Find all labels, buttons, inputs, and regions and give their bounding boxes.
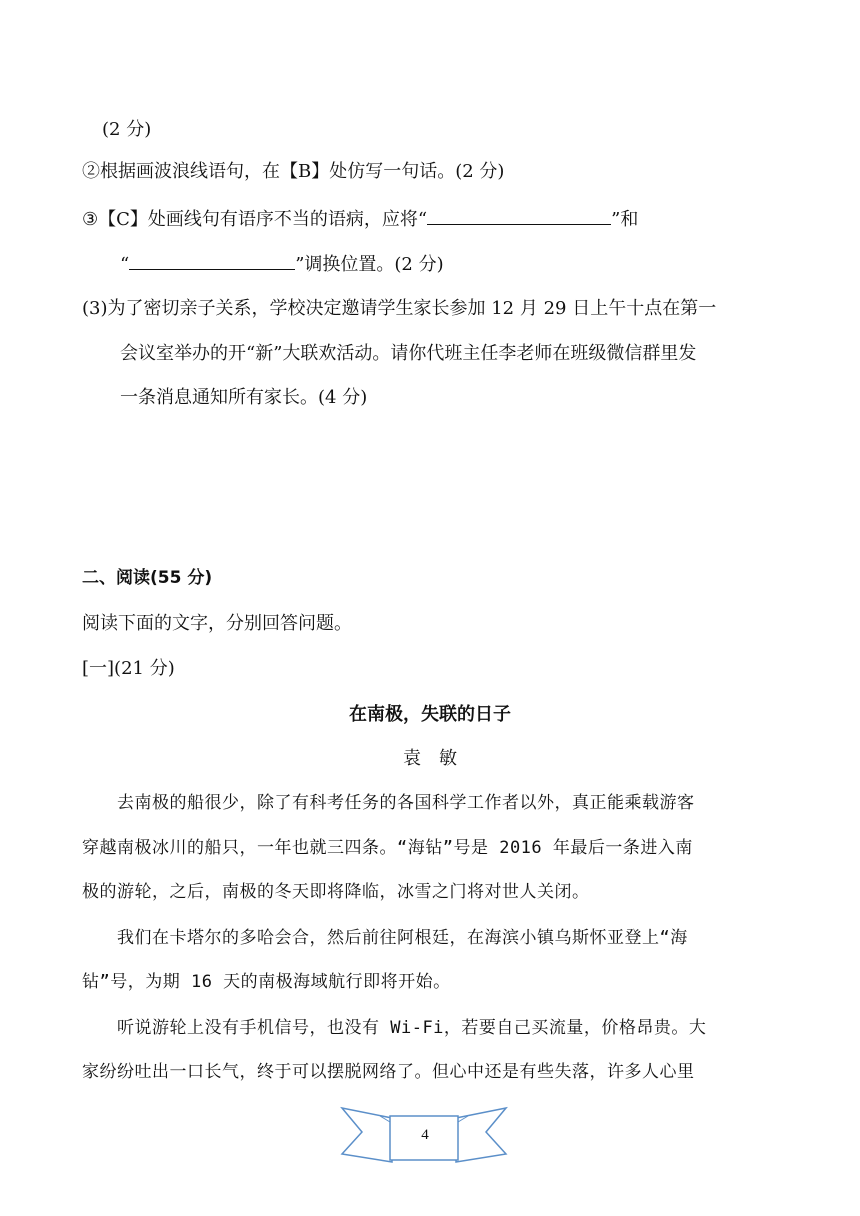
section-2-instruction: 阅读下面的文字，分别回答问题。 [82, 613, 352, 634]
q2-item-3-text-a: ③【C】处画线句有语序不当的语病，应将“ [82, 209, 428, 230]
article-line: 听说游轮上没有手机信号，也没有 Wi-Fi，若要自己买流量，价格昂贵。大 [82, 1018, 707, 1038]
q2-score-continuation: (2 分) [102, 119, 152, 140]
q2-item-3-text-d: ”调换位置。(2 分) [295, 254, 444, 275]
answer-blank-2[interactable] [129, 251, 295, 270]
q3-line-2: 会议室举办的开“新”大联欢活动。请你代班主任李老师在班级微信群里发 [120, 343, 697, 364]
article-author: 袁 敏 [403, 748, 457, 769]
section-2-part-label: [一](21 分) [82, 658, 175, 679]
article-line: 穿越南极冰川的船只，一年也就三四条。“海钻”号是 2016 年最后一条进入南 [82, 838, 693, 858]
q2-item-3-text-c: “ [120, 254, 130, 275]
q2-item-3-line1 [82, 206, 638, 232]
q3-line-1: (3)为了密切亲子关系，学校决定邀请学生家长参加 12 月 29 日上午十点在第一 [82, 298, 717, 319]
page-number: 4 [421, 1127, 429, 1143]
section-2-heading: 二、阅读(55 分) [82, 568, 213, 588]
answer-blank-1[interactable] [427, 206, 611, 225]
article-line: 我们在卡塔尔的多哈会合，然后前往阿根廷，在海滨小镇乌斯怀亚登上“海 [82, 928, 688, 948]
q2-item-3-line2 [120, 251, 444, 277]
article-line: 钻”号，为期 16 天的南极海域航行即将开始。 [82, 972, 451, 992]
article-line: 去南极的船很少，除了有科考任务的各国科学工作者以外，真正能乘载游客 [82, 793, 695, 813]
article-line: 家纷纷吐出一口长气，终于可以摆脱网络了。但心中还是有些失落，许多人心里 [82, 1062, 695, 1082]
q2-item-3-text-b: ”和 [611, 209, 639, 230]
article-title: 在南极，失联的日子 [349, 704, 511, 725]
q2-item-2: ②根据画波浪线语句，在【B】处仿写一句话。(2 分) [82, 161, 505, 182]
q3-line-3: 一条消息通知所有家长。(4 分) [120, 387, 368, 408]
article-line: 极的游轮，之后，南极的冬天即将降临，冰雪之门将对世人关闭。 [82, 882, 590, 902]
